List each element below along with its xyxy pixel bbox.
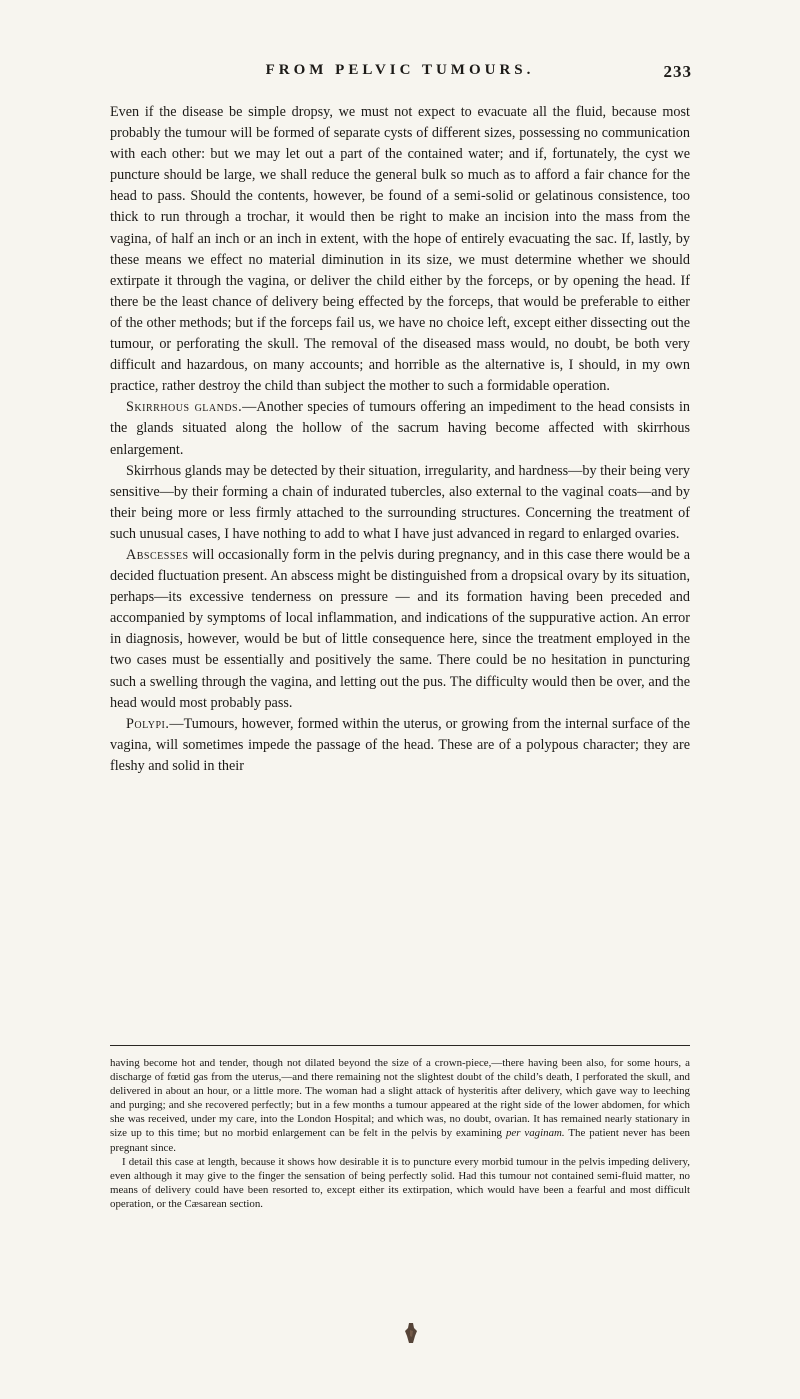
section-heading-abscesses: Abscesses [126,546,189,563]
ink-blot-mark [404,1322,418,1344]
paragraph-text: will occasionally form in the pelvis during pregnancy, and in this case there would be a decided fluctuation present. An abscess might be distinguished from a dropsical ovary by its situation, perhaps—its excessive tenderness on pressure — and its formation having been preceded and accompanied by symptoms of local inflammation, and indications of the suppurative action. An error in diagnosis, however, would be but of little consequence here, since the treatment employed in the two cases must be essentially and positively the same. There could be no hesitation in puncturing such a swelling through the vagina, and letting out the pus. The difficulty would then be over, and the head would most probably pass. [110,546,690,711]
footnote-text: The patient never has been pregnant since. [110,1127,690,1154]
page-number: 233 [663,62,692,81]
section-heading-polypi: Polypi. [126,715,170,732]
footnote-italic-term: per vaginam. [505,1127,565,1140]
footnote-text: having become hot and tender, though not dilated beyond the size of a crown-piece,—there having been also, for some hours, a discharge of fœtid gas from the uterus,—and there remaining not the slightest doubt of the child’s death, I perforated the skull, and delivered in about an hour, or a little more. The woman had a slight attack of hysteritis after delivery, which gave way to leeching and purging; and she recovered perfectly; but in a few months a tumour appeared at the right side of the lower abdomen, for which she was received, under my care, into the London Hospital; and which was, no doubt, ovarian. It has remained nearly stationary in size up to this time; but no morbid enlargement can be felt in the pelvis by examining [110,1057,690,1140]
paragraph-text: —Tumours, however, formed within the uterus, or growing from the internal surface of the vagina, will sometimes impede the passage of the head. These are of a polypous character; they are fleshy and solid in their [110,715,690,774]
paragraph-skirrhous-glands [110,397,690,460]
footnote-divider [110,1045,690,1046]
footnote-paragraph-case [110,1056,690,1155]
footnote-paragraph-commentary: I detail this case at length, because it shows how desirable it is to puncture every morbid tumour in the pelvis impeding delivery, even although it may give to the finger the sensation of being perfectly solid. Had this tumour not contained semi-fluid matter, no means of delivery could have been resorted to, except either its extirpation, which would have been a fearful and most difficult operation, or the Cæsarean section. [110,1155,690,1210]
main-text [110,102,690,777]
paragraph-skirrhous-diagnosis: Skirrhous glands may be detected by their situation, irregularity, and hardness—by their being very sensitive—by their forming a chain of indurated tubercles, also external to the vaginal coats—and by their being more or less firmly attached to the surrounding structures. Concerning the treatment of such unusual cases, I have nothing to add to what I have just advanced in regard to enlarged ovaries. [110,462,690,542]
paragraph-text: —Another species of tumours offering an impediment to the head consists in the glands situated along the hollow of the sacrum having become affected with skirrhous enlargement. [110,399,690,458]
running-title: FROM PELVIC TUMOURS. [265,62,535,78]
paragraph-abscesses [110,545,690,714]
section-heading-skirrhous-glands: Skirrhous glands. [126,399,243,416]
paragraph-ovarian-dropsy: Even if the disease be simple dropsy, we must not expect to evacuate all the fluid, because most probably the tumour will be formed of separate cysts of different sizes, possessing no communication with each other: but we may let out a part of the contained water; and if, fortunately, the cyst we puncture should be large, we shall reduce the general bulk so much as to afford a fair chance for the head to pass. Should the contents, however, be found of a semi-solid or gelatinous consistence, too thick to run through a trochar, it would then be right to make an incision into the mass from the vagina, of half an inch or an inch in extent, with the hope of entirely evacuating the sac. If, lastly, by these means we effect no material diminution in its size, we must determine whether we should extirpate it through the vagina, or deliver the child either by the forceps, or by opening the head. If there be the least chance of delivery being effected by the forceps, that would be preferable to either of the other methods; but if the forceps fail us, we have no choice left, except either dissecting out the tumour, or perforating the skull. The removal of the diseased mass would, no doubt, be both very difficult and hazardous, on many accounts; and horrible as the alternative is, I should, in my own practice, rather destroy the child than subject the mother to such a formidable operation. [110,104,690,395]
paragraph-polypi [110,714,690,777]
page-header [110,62,690,88]
footnote [110,1056,690,1211]
